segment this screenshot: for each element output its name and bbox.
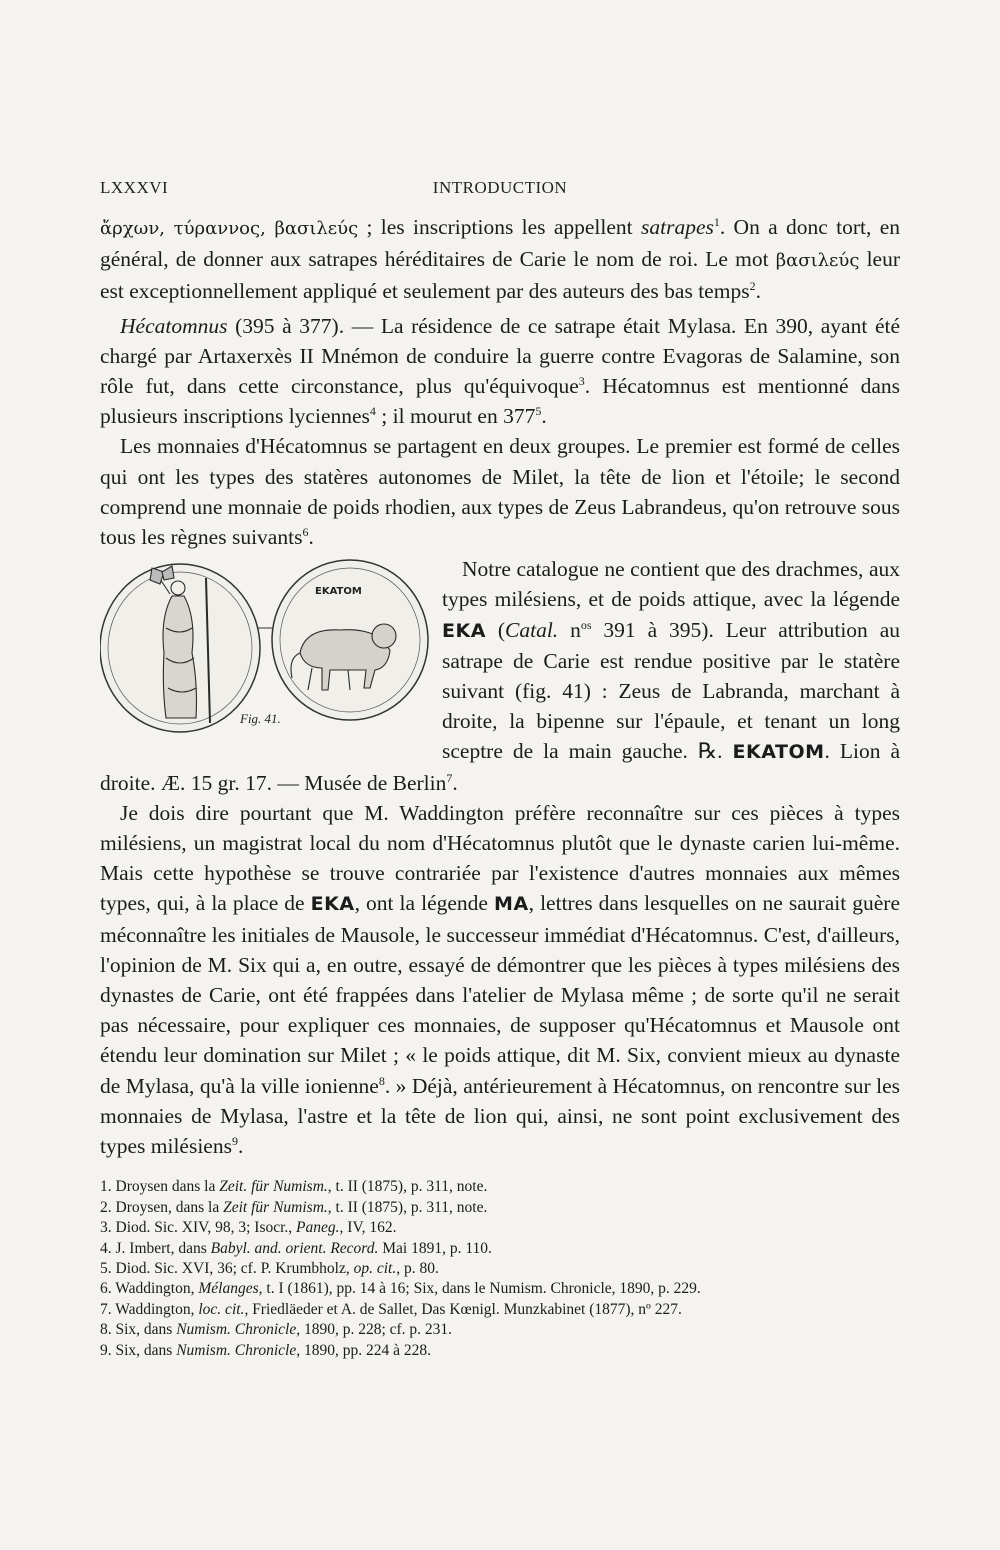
- footnote: 2. Droysen, dans la Zeit für Numism., t. II (1875), p. 311, note.: [100, 1198, 488, 1216]
- running-header: [100, 178, 900, 198]
- paragraph-1: ἄρχων, τύραννος, βασιλεύς ; les inscriptions les appellent satrapes$^1$. On a donc tort, en général, de donner aux satrapes héréditaires de Carie le nom de roi. Le mot βασιλεύς leur est exceptionnellement appliqué et seulement par des auteurs des bas temps$^2$.: [100, 214, 900, 304]
- coin-legend: EKATOM: [315, 586, 362, 598]
- paragraph-4: Notre catalogue ne contient que des drachmes, aux types milésiens, et de poids attique, avec la légende EKA (Catal. $n^{os}$ 391 à 395). Leur attribution au satrape de Carie est rendue positive par le statère suivant (fig. 41) : Zeus de Labranda, marchant à droite, la bipenne sur l'épaule, et tenant un long sceptre de la main gauche. ℞. EKATOM. Lion à droite. Æ. 15 gr. 17. — Musée de Berlin$^7$.: [100, 557, 901, 795]
- paragraph-5: Je dois dire pourtant que M. Waddington préfère reconnaître sur ces pièces à types milésiens, un magistrat local du nom d'Hécatomnus plutôt que le dynaste carien lui-même. Mais cette hypothèse se trouve contrariée par l'existence d'autres monnaies aux mêmes types, qui, à la place de EKA, ont la légende MA, lettres dans lesquelles on ne saurait guère méconnaître les initiales de Mausole, le successeur immédiat d'Hécatomnus. C'est, d'ailleurs, l'opinion de M. Six qui a, en outre, essayé de démontrer que les pièces à types milésiens des dynastes de Carie, ont été frappées dans l'atelier de Mylasa même ; de sorte qu'il ne serait pas nécessaire, pour expliquer ces monnaies, de supposer qu'Hécatomnus et Mausole ont étendu leur domination sur Milet ; « le poids attique, dit M. Six, convient mieux au dynaste de Mylasa, qu'à la ville ionienne$^8$. » Déjà, antérieurement à Hécatomnus, on rencontre sur les monnaies de Mylasa, l'astre et la tête de lion qui, ainsi, ne sont point exclusivement des types milésiens$^9$.: [100, 800, 901, 1159]
- footnote: 9. Six, dans Numism. Chronicle, 1890, pp. 224 à 228.: [100, 1341, 431, 1359]
- footnote: 5. Diod. Sic. XVI, 36; cf. P. Krumbholz, op. cit., p. 80.: [100, 1259, 439, 1277]
- footnote: 6. Waddington, Mélanges, t. I (1861), pp. 14 à 16; Six, dans le Numism. Chronicle, 1890, p. 229.: [100, 1280, 701, 1298]
- coin-figure: [100, 558, 430, 748]
- legend-ma: MA: [494, 893, 529, 916]
- page-number: LXXXVI: [100, 178, 169, 197]
- footnote: 3. Diod. Sic. XIV, 98, 3; Isocr., Paneg., IV, 162.: [100, 1219, 397, 1237]
- page: [100, 178, 900, 1361]
- figure-caption: Fig. 41.: [240, 711, 281, 727]
- footnote: 4. J. Imbert, dans Babyl. and. orient. Record. Mai 1891, p. 110.: [100, 1239, 492, 1257]
- coin-illustration: [100, 558, 430, 748]
- footnote: 8. Six, dans Numism. Chronicle, 1890, p. 228; cf. p. 231.: [100, 1321, 453, 1339]
- legend-eka: EKA: [442, 619, 486, 642]
- note-ref: 1: [713, 214, 720, 229]
- running-title: INTRODUCTION: [432, 178, 568, 197]
- greek-titles: ἄρχων, τύραννος, βασιλεύς: [100, 218, 359, 239]
- paragraph-3: Les monnaies d'Hécatomnus se partagent en deux groupes. Le premier est formé de celles qui ont les types des statères autonomes de Milet, la tête de lion et l'étoile; le second comprend une monnaie de poids rhodien, aux types de Zeus Labrandeus, qu'on retrouve sous tous les règnes suivants$^6$.: [100, 434, 900, 550]
- footnote: 1. Droysen dans la Zeit. für Numism., t. II (1875), p. 311, note.: [100, 1178, 488, 1196]
- footnote: 7. Waddington, loc. cit., Friedläeder et A. de Sallet, Das Kœnigl. Munzkabinet (1877), nº 227.: [100, 1300, 682, 1318]
- legend-ekatom: EKATOM: [732, 741, 825, 764]
- footnotes: [100, 1177, 900, 1361]
- paragraph-2: Hécatomnus (395 à 377). — La résidence de ce satrape était Mylasa. En 390, ayant été chargé par Artaxerxès II Mnémon de conduire la guerre contre Evagoras de Salamine, son rôle fut, dans cette circonstance, plus qu'équivoque$^3$. Hécatomnus est mentionné dans plusieurs inscriptions lyciennes$^4$ ; il mourut en $377^5$.: [100, 313, 900, 429]
- note-ref: 2: [749, 279, 756, 294]
